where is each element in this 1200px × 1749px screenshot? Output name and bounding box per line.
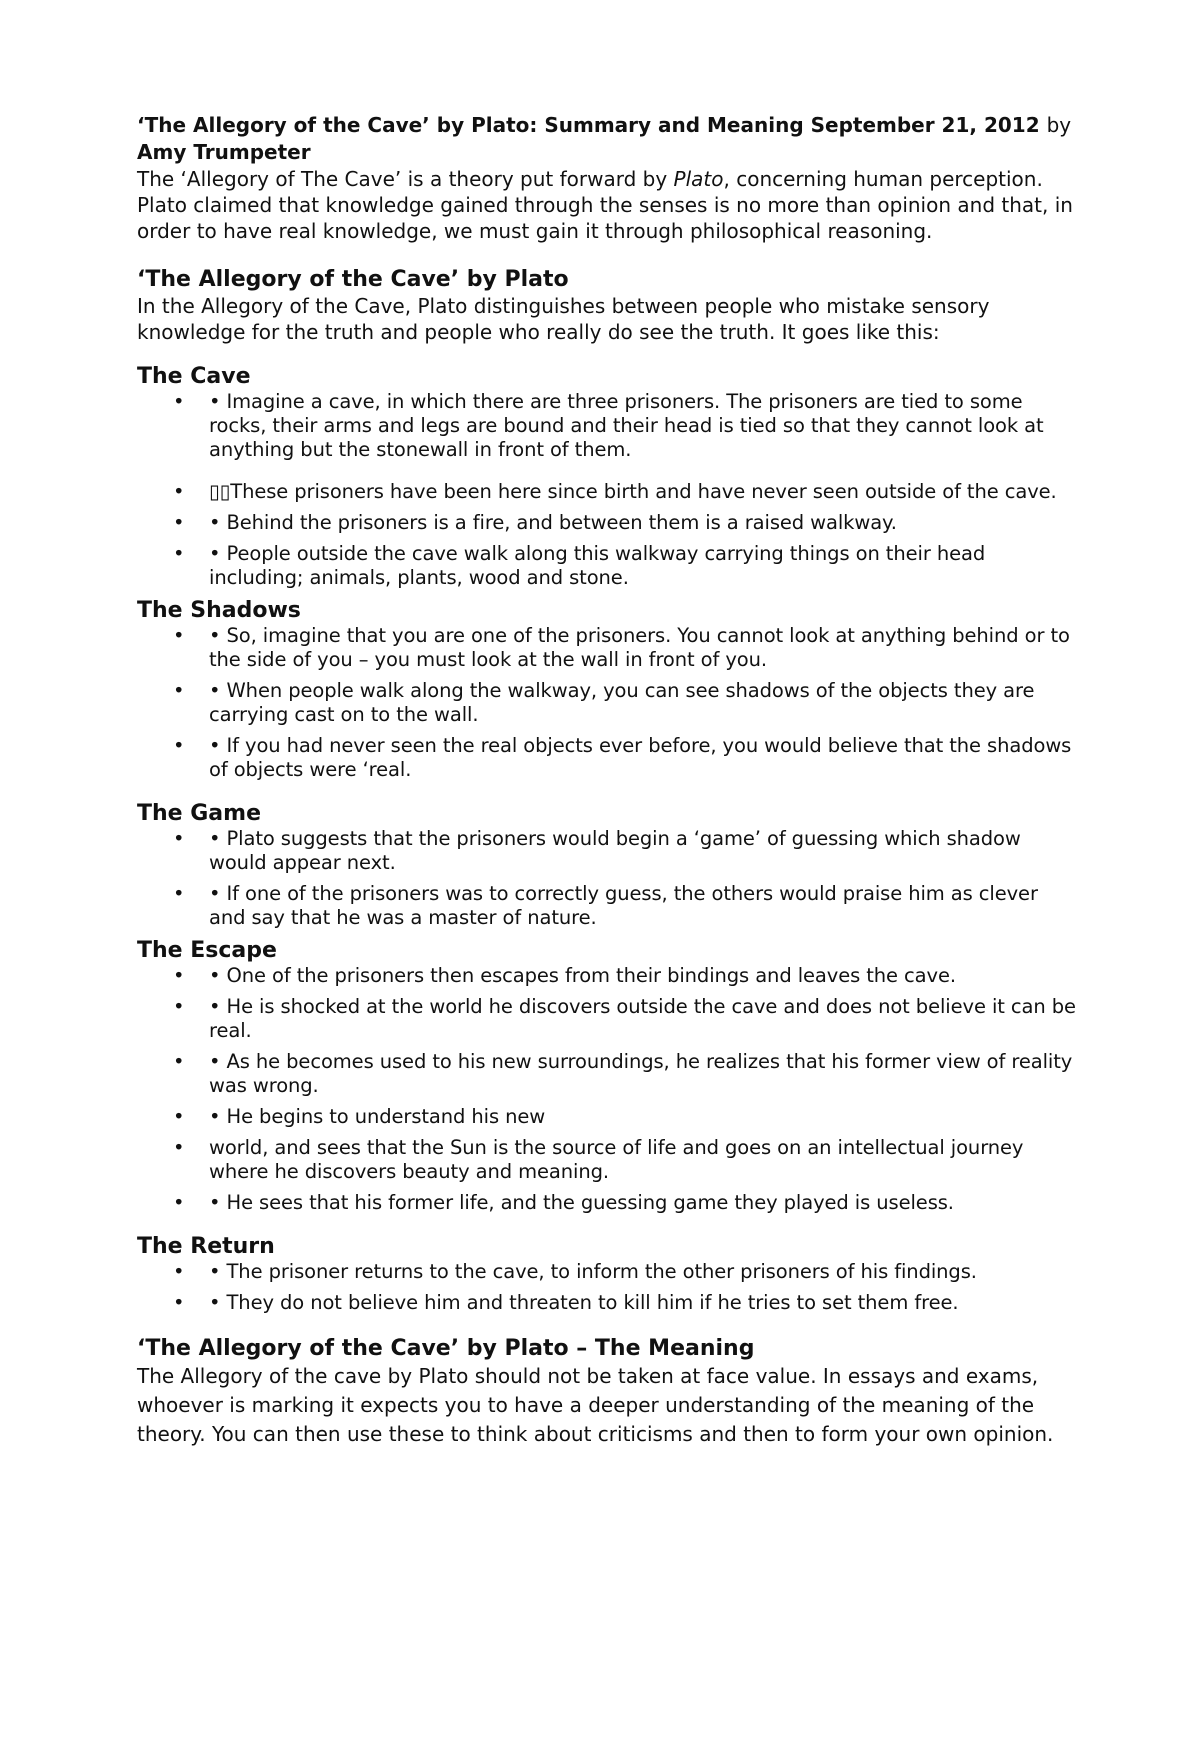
title-by: by (1046, 113, 1072, 137)
list-item: • • They do not believe him and threaten to kill him if he tries to set them free. (209, 1291, 1080, 1315)
intro-paragraph (137, 166, 1080, 244)
cave-list (137, 390, 1080, 590)
escape-heading: The Escape (137, 938, 277, 963)
list-item: • • He is shocked at the world he discovers outside the cave and does not believe it can be real. (209, 995, 1080, 1043)
list-item: • • If you had never seen the real objects ever before, you would believe that the shadows of objects were ‘real. (209, 734, 1080, 782)
intro-text-end: , concerning human perception. Plato claimed that knowledge gained through the senses is no more than opinion and that, in order to have real knowledge, we must gain it through philosophical reasoning. (137, 167, 1073, 243)
list-item: • • The prisoner returns to the cave, to inform the other prisoners of his findings. (209, 1260, 1080, 1284)
cave-heading: The Cave (137, 364, 251, 389)
shadows-list (137, 624, 1080, 782)
list-item: • • Behind the prisoners is a fire, and between them is a raised walkway. (209, 511, 1080, 535)
list-item: • • People outside the cave walk along this walkway carrying things on their head including; animals, plants, wood and stone. (209, 542, 1080, 590)
document-title (137, 112, 1080, 166)
game-list (137, 827, 1080, 930)
intro-text-start: The ‘Allegory of The Cave’ is a theory put forward by (137, 167, 674, 191)
meaning-paragraph: The Allegory of the cave by Plato should not be taken at face value. In essays and exams, whoever is marking it expects you to have a deeper understanding of the meaning of the theory. You can then use these to think about criticisms and then to form your own opinion. (137, 1364, 1054, 1446)
list-item: • • If one of the prisoners was to correctly guess, the others would praise him as clever and say that he was a master of nature. (209, 882, 1080, 930)
list-item: • world, and sees that the Sun is the source of life and goes on an intellectual journey where he discovers beauty and meaning. (209, 1136, 1080, 1184)
list-item: • • When people walk along the walkway, you can see shadows of the objects they are carrying cast on to the wall. (209, 679, 1080, 727)
return-list (137, 1260, 1080, 1315)
list-item: • • As he becomes used to his new surroundings, he realizes that his former view of reality was wrong. (209, 1050, 1080, 1098)
overview-heading: ‘The Allegory of the Cave’ by Plato (137, 267, 569, 292)
intro-italic-plato: Plato (673, 167, 724, 191)
meaning-heading: ‘The Allegory of the Cave’ by Plato – The Meaning (137, 1336, 755, 1361)
overview-paragraph: In the Allegory of the Cave, Plato distinguishes between people who mistake sensory knowledge for the truth and people who really do see the truth. It goes like this: (137, 294, 990, 344)
author-name: Amy Trumpeter (137, 140, 311, 164)
list-item: • • Imagine a cave, in which there are three prisoners. The prisoners are tied to some rocks, their arms and legs are bound and their head is tied so that they cannot look at anything but the stonewall in front of them. (209, 390, 1080, 462)
list-item: • • He sees that his former life, and the guessing game they played is useless. (209, 1191, 1080, 1215)
list-item: • • One of the prisoners then escapes from their bindings and leaves the cave. (209, 964, 1080, 988)
shadows-heading: The Shadows (137, 598, 301, 623)
list-item: • ▯▯These prisoners have been here since birth and have never seen outside of the cave. (209, 480, 1080, 504)
return-heading: The Return (137, 1234, 275, 1259)
title-text: ‘The Allegory of the Cave’ by Plato: Summary and Meaning September 21, 2012 (137, 113, 1040, 137)
game-heading: The Game (137, 801, 261, 826)
list-item: • • He begins to understand his new (209, 1105, 1080, 1129)
list-item: • • Plato suggests that the prisoners would begin a ‘game’ of guessing which shadow would appear next. (209, 827, 1080, 875)
list-item: • • So, imagine that you are one of the prisoners. You cannot look at anything behind or to the side of you – you must look at the wall in front of you. (209, 624, 1080, 672)
escape-list (137, 964, 1080, 1215)
